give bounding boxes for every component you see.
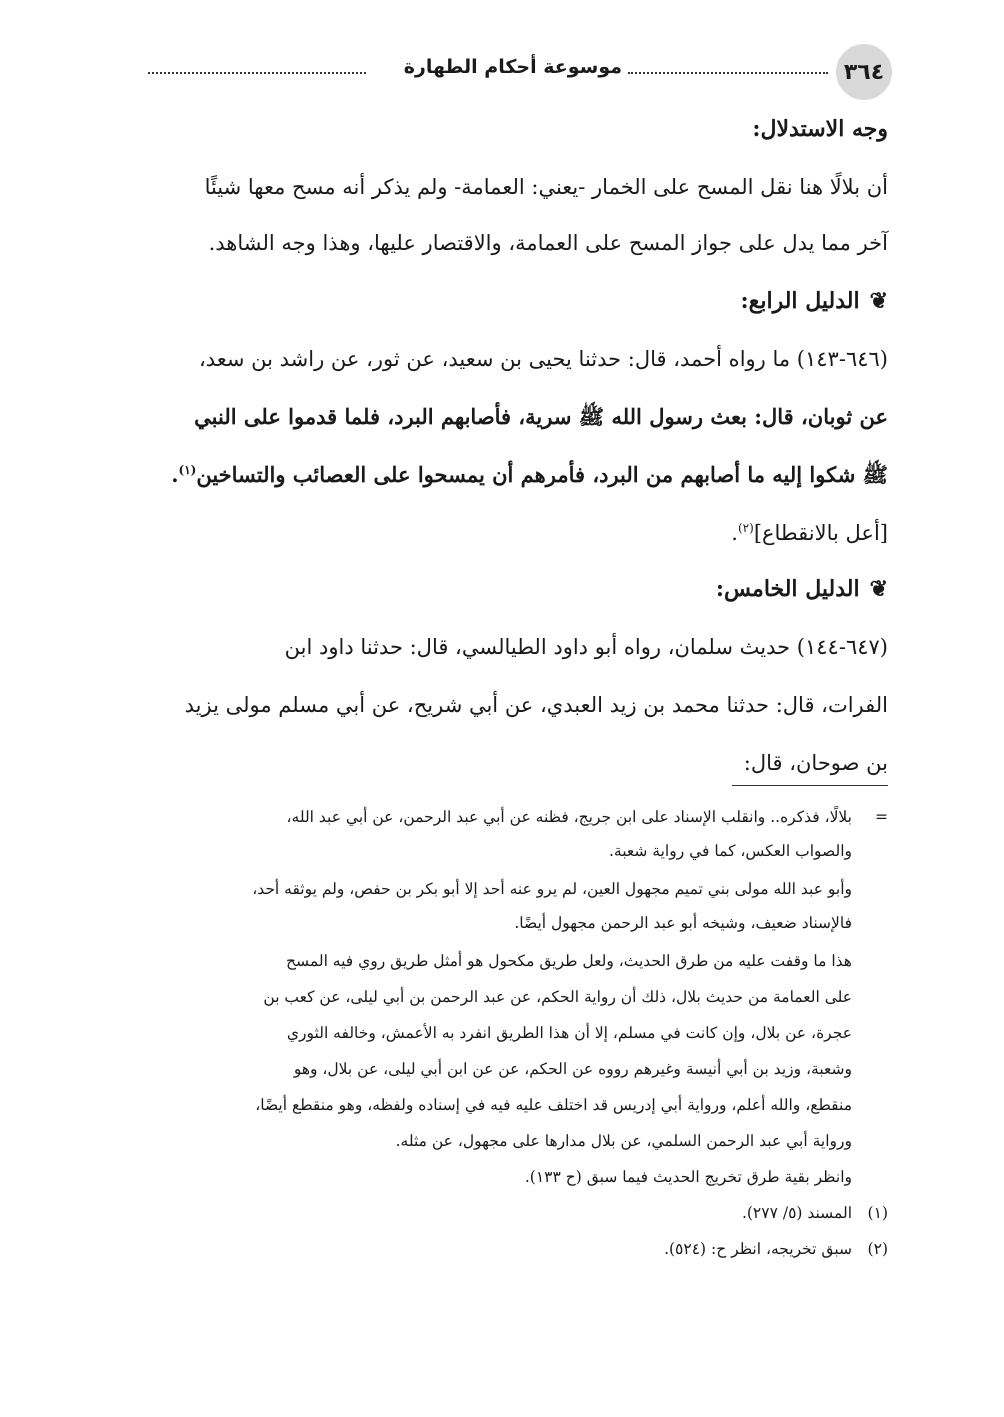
- footnote-line: وأبو عبد الله مولى بني تميم مجهول العين، لم يرو عنه أحد إلا أبو بكر بن حفص، ولم يوثقه أحد،: [252, 880, 852, 898]
- footnote-1-text: المسند (٥/ ٢٧٧).: [741, 1204, 852, 1222]
- grade-end: .: [731, 521, 738, 545]
- footnote-line: عجرة، عن بلال، وإن كانت في مسلم، إلا أن هذا الطريق انفرد به الأعمش، وخالفه الثوري: [286, 1024, 852, 1042]
- main-text: [116, 100, 888, 780]
- dalil4-heading: الدليل الرابع:: [740, 288, 860, 314]
- paragraph-line: أن بلالًا هنا نقل المسح على الخمار -يعني: العمامة- ولم يذكر أنه مسح معها شيئًا: [204, 175, 888, 199]
- footnote-ref-1: (١): [178, 463, 197, 477]
- leaf-bullet-icon: ❦: [869, 576, 888, 602]
- footnote-line: بلالًا، فذكره.. وانقلب الإسناد على ابن جريج، فظنه عن أبي عبد الرحمن، عن أبي عبد الله،: [286, 808, 852, 826]
- grade-text: [أعل بالانقطاع]: [753, 521, 888, 545]
- dalil5-heading-row: [716, 560, 888, 618]
- footnote-line: فالإسناد ضعيف، وشيخه أبو عبد الرحمن مجهول أيضًا.: [514, 914, 852, 932]
- hadith-line: بن صوحان، قال:: [743, 751, 888, 775]
- sentence-end: .: [171, 462, 179, 487]
- hadith-matn-line-2: [171, 446, 888, 504]
- paragraph-line: آخر مما يدل على جواز المسح على العمامة، والاقتصار عليها، وهذا وجه الشاهد.: [208, 231, 888, 255]
- page-header: [148, 44, 892, 100]
- page-number-badge: ٣٦٤: [836, 44, 892, 100]
- footnote-line: وشعبة، وزيد بن أبي أنيسة وغيرهم رووه عن الحكم، عن عن ابن أبي ليلى، عن بلال، وهو: [293, 1060, 852, 1078]
- continuation-marker: =: [875, 808, 888, 826]
- footnotes: [116, 800, 888, 1320]
- footnote-line: ورواية أبي عبد الرحمن السلمي، عن بلال مدارها على مجهول، عن مثله.: [395, 1132, 852, 1150]
- footnote-line: هذا ما وقفت عليه من طرق الحديث، ولعل طريق مكحول هو أمثل طريق روي فيه المسح: [286, 952, 852, 970]
- hadith-matn-line: عن ثوبان، قال: بعث رسول الله ﷺ سرية، فأصابهم البرد، فلما قدموا على النبي: [194, 404, 888, 429]
- leaf-bullet-icon: ❦: [869, 288, 888, 314]
- footnote-1-marker: (١): [867, 1204, 888, 1222]
- footnote-line: على العمامة من حديث بلال، ذلك أن رواية الحكم، عن عبد الرحمن بن أبي ليلى، عن كعب بن: [263, 988, 852, 1006]
- dalil5-heading: الدليل الخامس:: [715, 576, 860, 602]
- footnote-line: وانظر بقية طرق تخريج الحديث فيما سبق (ح ١٣٣).: [524, 1168, 852, 1186]
- footnote-divider: [732, 785, 888, 786]
- footnote-2-text: سبق تخريجه، انظر ح: (٥٢٤).: [664, 1240, 852, 1258]
- hadith-grade: [731, 504, 888, 562]
- hadith-line: الفرات، قال: حدثنا محمد بن زيد العبدي، عن أبي شريح، عن أبي مسلم مولى يزيد: [184, 693, 888, 717]
- running-title: موسوعة أحكام الطهارة: [403, 56, 622, 78]
- footnote-line: والصواب العكس، كما في رواية شعبة.: [609, 842, 852, 860]
- dalil4-heading-row: [741, 272, 888, 330]
- header-dotted-rule-left: [148, 72, 366, 74]
- istidlal-heading: وجه الاستدلال:: [752, 116, 888, 142]
- header-dotted-rule-right: [628, 72, 828, 74]
- hadith-line: (٦٤٧-١٤٤) حديث سلمان، رواه أبو داود الطيالسي، قال: حدثنا داود ابن: [284, 635, 888, 659]
- footnote-2-marker: (٢): [867, 1240, 888, 1258]
- hadith-matn-text: ﷺ شكوا إليه ما أصابهم من البرد، فأمرهم أن يمسحوا على العصائب والتساخين: [196, 462, 888, 487]
- footnote-line: منقطع، والله أعلم، ورواية أبي إدريس قد اختلف عليه فيه في إسناده ولفظه، وهو منقطع أيضًا،: [255, 1096, 852, 1114]
- hadith-isnad: (٦٤٦-١٤٣) ما رواه أحمد، قال: حدثنا يحيى بن سعيد، عن ثور، عن راشد بن سعد،: [198, 347, 888, 371]
- footnote-ref-2: (٢): [737, 521, 754, 535]
